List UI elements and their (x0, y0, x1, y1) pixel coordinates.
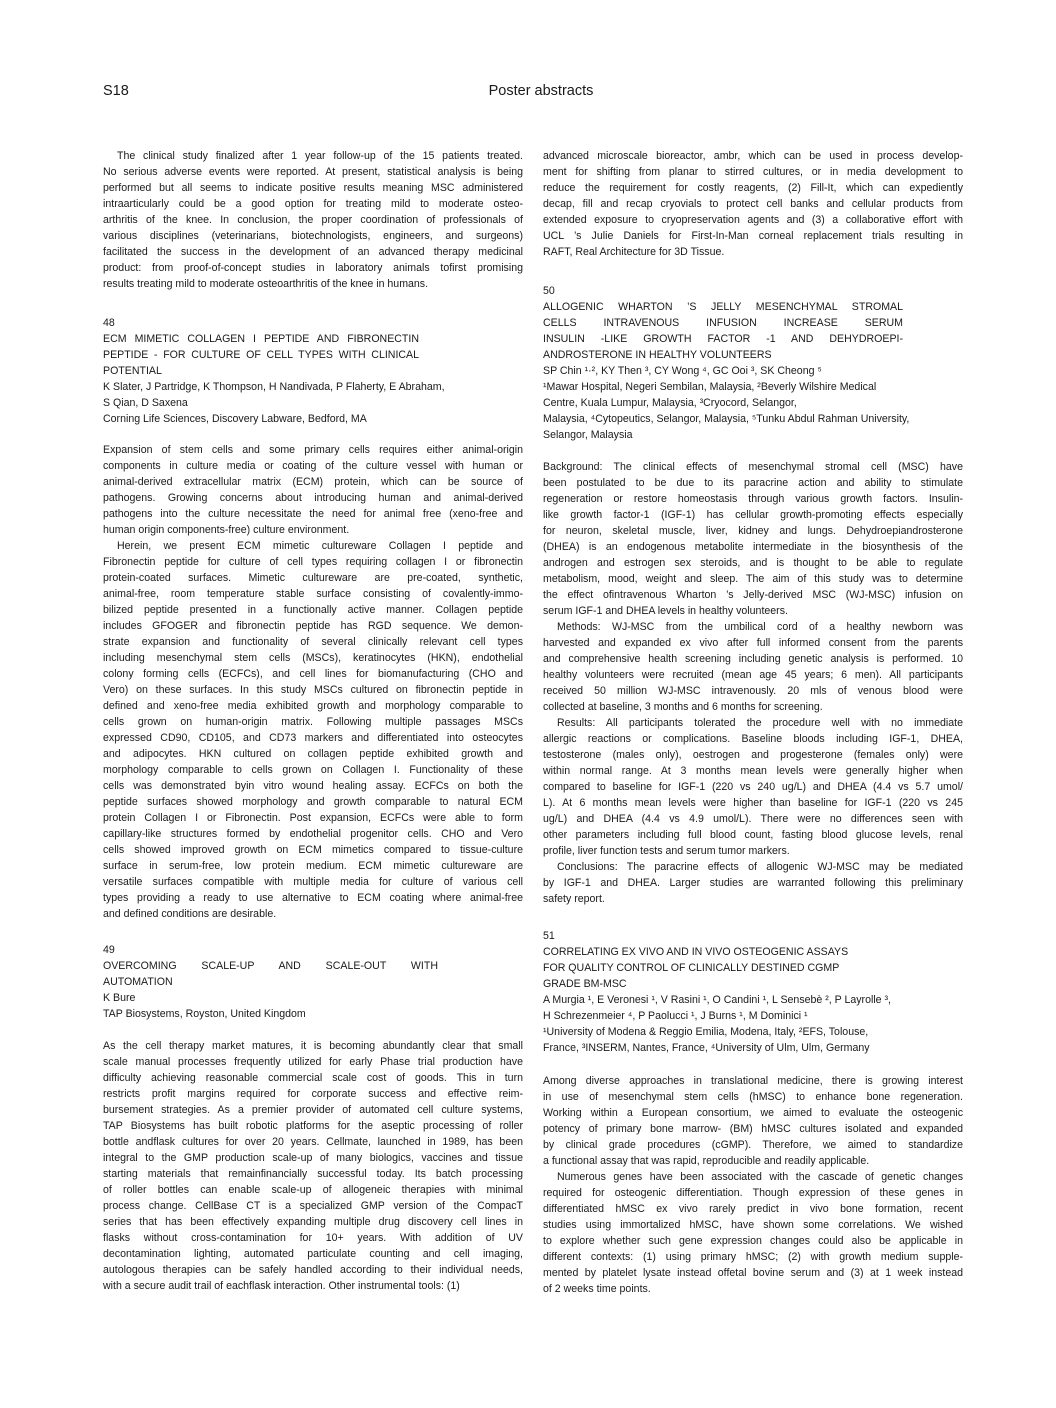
paragraph-line: androgen and estrogen sex steroids, and is thought to be able to regulate (543, 557, 963, 569)
title-line: FOR QUALITY CONTROL OF CLINICALLY DESTINED CGMP (543, 962, 840, 974)
paragraph-line: by IGF-1 and DHEA. Larger studies are warranted following this preliminary (543, 877, 963, 889)
paragraph-line: versatile surfaces compatible with multiple media for culture of various cell (103, 876, 523, 888)
abstract-title (103, 958, 523, 990)
title-line: POTENTIAL (103, 365, 162, 377)
abstract-48-header (103, 315, 523, 427)
title-line: OVERCOMING SCALE-UP AND SCALE-OUT WITH (103, 960, 438, 972)
paragraph-line: harvested and expanded ex vivo after full informed consent from the parents (543, 637, 963, 649)
title-line: ALLOGENIC WHARTON ’S JELLY MESENCHYMAL STROMAL (543, 301, 903, 313)
paragraph-line: animal-free, room temperature stable surface consisting of covalently-immo- (103, 588, 523, 600)
paragraph-line: autologous therapies can be safely handled according to their individual needs, (103, 1264, 523, 1276)
paragraph-line: collected at baseline, 3 months and 6 months for screening. (543, 701, 823, 713)
paragraph-line: Conclusions: The paracrine effects of allogenic WJ-MSC may be mediated (557, 861, 963, 873)
paragraph-line: morphology comparable to cells grown on Collagen I. Functionality of these (103, 764, 523, 776)
title-line: ECM MIMETIC COLLAGEN I PEPTIDE AND FIBRONECTIN (103, 333, 419, 345)
paragraph-line: TAP Biosystems has built robotic platforms for the aseptic processing of roller (103, 1120, 523, 1132)
paragraph-line: scale manual processes frequently utilized for early Phase trial production have (103, 1056, 523, 1068)
affiliation-line: ¹University of Modena & Reggio Emilia, Modena, Italy, ²EFS, Tolouse, (543, 1026, 869, 1038)
paragraph-line: flasks without cross-contamination for 10+ years. With addition of UV (103, 1232, 523, 1244)
paragraph-line: Results: All participants tolerated the procedure well with no immediate (557, 717, 963, 729)
title-line: ANDROSTERONE IN HEALTHY VOLUNTEERS (543, 349, 772, 361)
paragraph-line: bottle andflask cultures for over 20 years. Cellmate, launched in 1989, has been (103, 1136, 523, 1148)
title-line: GRADE BM-MSC (543, 978, 627, 990)
abstract-number: 50 (543, 285, 555, 297)
paragraph-line: to explore whether such gene expression changes could also be applicable in (543, 1235, 963, 1247)
paragraph-line: advanced microscale bioreactor, ambr, which can be used in process develop- (543, 150, 963, 162)
paragraph-line: by clinical grade procedures (cGMP). Therefore, we aimed to standardize (543, 1139, 963, 1151)
paragraph-line: types providing a ready to use alternative to ECM coating where animal-free (103, 892, 523, 904)
page-number: S18 (103, 83, 129, 99)
paragraph-line: ment for shifting from planar to stirred cultures, or in media development to (543, 166, 963, 178)
paragraph-line: testosterone (males only), oestrogen and progesterone (females only) were (543, 749, 963, 761)
paragraph-line: with a secure audit trail of eachflask interaction. Other instrumental tools: (1) (103, 1280, 460, 1292)
abstract-51-header (543, 928, 963, 1056)
abstract-number: 49 (103, 944, 115, 956)
paragraph-line: and comprehensive health screening including genetic analysis is performed. 10 (543, 653, 963, 665)
paragraph-line: of 2 weeks time points. (543, 1283, 651, 1295)
paragraph-line: reduce the requirement for costly reagents, (2) Fill-It, which can expediently (543, 182, 963, 194)
paragraph-line: includes GFOGER and fibronectin peptide has RGD sequence. We demon- (103, 620, 523, 632)
paragraph-line: pathogens. Growing concerns about introducing human and animal-derived (103, 492, 523, 504)
paragraph-line: bursement strategies. As a premier provider of automated cell culture systems, (103, 1104, 523, 1116)
paragraph-line: potency of primary bone marrow- (BM) hMSC cultures isolated and expanded (543, 1123, 963, 1135)
paragraph-line: difficulty achieving reasonable commercial scale cost of goods. This in turn (103, 1072, 523, 1084)
paragraph-line: results treating mild to moderate osteoarthritis of the knee in humans. (103, 278, 429, 290)
affiliation-line: Corning Life Sciences, Discovery Labware, Bedford, MA (103, 413, 367, 425)
abstract-48-body (103, 442, 523, 922)
paragraph-line: restricts profit margins required for corporate success and effective reim- (103, 1088, 523, 1100)
paragraph-line: and adipocytes. HKN cultured on collagen peptide exhibited growth and (103, 748, 523, 760)
affiliation-line: ¹Mawar Hospital, Negeri Sembilan, Malaysia, ²Beverly Wilshire Medical (543, 381, 877, 393)
paragraph-line: human origin components-free) culture environment. (103, 524, 350, 536)
affiliation-line: Malaysia, ⁴Cytopeutics, Selangor, Malaysia, ⁵Tunku Abdul Rahman University, (543, 413, 910, 425)
paragraph-line: Herein, we present ECM mimetic cultureware Collagen I peptide and (117, 540, 523, 552)
paragraph-line: animal-derived extracellular matrix (ECM) protein, which can be source of (103, 476, 523, 488)
paragraph-line: cells showed improved growth on ECM mimetics compared to tissue-culture (103, 844, 523, 856)
paragraph-line: (DHEA) is an endogenous metabolite intermediate in the biosynthesis of the (543, 541, 963, 553)
paragraph-line: performed but all seems to indicate positive results meaning MSC administered (103, 182, 523, 194)
paragraph-line: arthritis of the knee. In conclusion, the proper coordination of professionals of (103, 214, 523, 226)
author-line: K Slater, J Partridge, K Thompson, H Nandivada, P Flaherty, E Abraham, (103, 381, 445, 393)
paragraph-line: The clinical study finalized after 1 year follow-up of the 15 patients treated. (117, 150, 523, 162)
paragraph-line: various disciplines (veterinarians, biotechnologists, engineers, and surgeons) (103, 230, 523, 242)
paragraph-line: been postulated to be due to its paracrine action and ability to stimulate (543, 477, 963, 489)
paragraph-line: the effect ofintravenous Wharton ’s Jelly-derived MSC (WJ-MSC) infusion on (543, 589, 963, 601)
paragraph-line: mented by platelet lysate instead offetal bovine serum and (3) at 1 week instead (543, 1267, 963, 1279)
paragraph-line: received 50 million WJ-MSC intravenously. 20 mls of venous blood were (543, 685, 963, 697)
abstract-50-body (543, 459, 963, 907)
paragraph-line: RAFT, Real Architecture for 3D Tissue. (543, 246, 725, 258)
paragraph-line: No serious adverse events were reported. At present, statistical analysis is being (103, 166, 523, 178)
title-line: PEPTIDE - FOR CULTURE OF CELL TYPES WITH CLINICAL (103, 349, 419, 361)
author-line: H Schrezenmeier ⁴, P Paolucci ¹, J Burns ¹, M Dominici ¹ (543, 1010, 808, 1022)
paragraph-line: ug/L) and DHEA (4.4 vs 4.9 umol/L). There were no differences seen with (543, 813, 963, 825)
affiliation-line: France, ³INSERM, Nantes, France, ⁴University of Ulm, Ulm, Germany (543, 1042, 870, 1054)
paragraph-line: within normal range. At 3 months mean levels were generally higher when (543, 765, 963, 777)
paragraph-line: components in culture media or coating of the culture vessel with human or (103, 460, 523, 472)
paragraph-line: series that has been effectively expanding multiple drug discovery cell lines in (103, 1216, 523, 1228)
paragraph-line: of roller bottles can enable scale-up of allogeneic therapies with minimal (103, 1184, 523, 1196)
continued-abstract-text (103, 148, 523, 292)
paragraph-line: required for osteogenic differentiation. Though expression of these genes in (543, 1187, 963, 1199)
paragraph-line: starting materials that remainfinancially successful today. Its batch processing (103, 1168, 523, 1180)
paragraph-line: surface in serum-free, low protein medium. ECM mimetic cultureware are (103, 860, 523, 872)
abstract-title (543, 944, 963, 992)
paragraph-line: Vero) on these surfaces. In this study MSCs cultured on fibronectin peptide in (103, 684, 523, 696)
paragraph-line: healthy volunteers were recruited (mean age 45 years; 6 men). All participants (543, 669, 963, 681)
paragraph-line: studies using immortalized hMSC, have shown some correlations. We wished (543, 1219, 963, 1231)
paragraph-line: As the cell therapy market matures, it is becoming abundantly clear that small (103, 1040, 523, 1052)
paragraph-line: Fibronectin peptide for culture of cell types requiring collagen I or fibronectin (103, 556, 523, 568)
paragraph-line: and defined conditions are desirable. (103, 908, 277, 920)
paragraph-line: defined and xeno-free media exhibited growth and morphology comparable to (103, 700, 523, 712)
title-line: INSULIN -LIKE GROWTH FACTOR -1 AND DEHYDROEPI- (543, 333, 903, 345)
paragraph-line: decontamination lighting, automated particulate counting and cell imaging, (103, 1248, 523, 1260)
paragraph-line: pathogens into the culture necessitate the need for animal free (xeno-free and (103, 508, 523, 520)
abstract-49-body (103, 1038, 523, 1294)
abstract-51-body (543, 1073, 963, 1297)
title-line: CELLS INTRAVENOUS INFUSION INCREASE SERUM (543, 317, 903, 329)
paragraph-line: UCL ’s Julie Daniels for First-In-Man corneal replacement trials resulting in (543, 230, 963, 242)
paragraph-line: a functional assay that was rapid, reproducible and readily applicable. (543, 1155, 870, 1167)
paragraph-line: Background: The clinical effects of mesenchymal stromal cell (MSC) have (543, 461, 963, 473)
paragraph-line: in use of mesenchymal stem cells (hMSC) to enhance bone regeneration. (543, 1091, 963, 1103)
paragraph-line: protein Collagen I or Fibronectin. Post expansion, ECFCs were able to form (103, 812, 523, 824)
paragraph-line: cells grown on human-origin matrix. Following multiple passages MSCs (103, 716, 523, 728)
paragraph-line: serum IGF-1 and DHEA levels in healthy volunteers. (543, 605, 788, 617)
paragraph-line: L). At 6 months mean levels were higher than baseline for IGF-1 (220 vs 245 (543, 797, 963, 809)
paragraph-line: allergic reactions or complications. Baseline bloods including IGF-1, DHEA, (543, 733, 963, 745)
paragraph-line: intraarticularly could be a good option for treating mild to moderate osteo- (103, 198, 523, 210)
paragraph-line: cells was demonstrated byin vitro wound healing assay. ECFCs on both the (103, 780, 523, 792)
paragraph-line: regeneration or restore homeostasis through various growth factors. Insulin- (543, 493, 963, 505)
paragraph-line: protein-coated surfaces. Mimetic cultureware are pre-coated, synthetic, (103, 572, 523, 584)
abstract-number: 48 (103, 317, 115, 329)
paragraph-line: process change. CellBase CT is a specialized GMP version of the CompacT (103, 1200, 523, 1212)
paragraph-line: bilized peptide presented in a functionally active manner. Collagen peptide (103, 604, 523, 616)
paragraph-line: including mesenchymal stem cells (MSCs), keratinocytes (HKN), endothelial (103, 652, 523, 664)
paragraph-line: Expansion of stem cells and some primary cells requires either animal-origin (103, 444, 523, 456)
paragraph-line: peptide surfaces showed morphology and growth comparable to natural ECM (103, 796, 523, 808)
abstract-49-header (103, 942, 523, 1022)
paragraph-line: facilitated the success in the development of an advanced therapy medicinal (103, 246, 523, 258)
title-line: CORRELATING EX VIVO AND IN VIVO OSTEOGENIC ASSAYS (543, 946, 849, 958)
paragraph-line: extended exposure to cryopreservation agents and (3) a collaborative effort with (543, 214, 963, 226)
continued-abstract-49-text (543, 148, 963, 260)
author-line: S Qian, D Saxena (103, 397, 188, 409)
paragraph-line: Numerous genes have been associated with the cascade of genetic changes (557, 1171, 963, 1183)
paragraph-line: integral to the GMP production scale-up of many biologics, vaccines and tissue (103, 1152, 523, 1164)
title-line: AUTOMATION (103, 976, 173, 988)
paragraph-line: decap, fill and recap cryovials to protect cell banks and cellular products from (543, 198, 963, 210)
abstract-title (543, 299, 963, 363)
abstract-50-header (543, 283, 963, 443)
author-line: A Murgia ¹, E Veronesi ¹, V Rasini ¹, O Candini ¹, L Sensebè ², P Layrolle ³, (543, 994, 891, 1006)
author-line: K Bure (103, 992, 136, 1004)
paragraph-line: for neuron, skeletal muscle, liver, kidney and lungs. Dehydroepiandrosterone (543, 525, 963, 537)
affiliation-line: TAP Biosystems, Royston, United Kingdom (103, 1008, 306, 1020)
paragraph-line: Working within a European consortium, we aimed to evaluate the osteogenic (543, 1107, 963, 1119)
affiliation-line: Selangor, Malaysia (543, 429, 633, 441)
affiliation-line: Centre, Kuala Lumpur, Malaysia, ³Cryocord, Selangor, (543, 397, 797, 409)
paragraph-line: different contexts: (1) using primary hMSC; (2) with growth medium supple- (543, 1251, 963, 1263)
paragraph-line: safety report. (543, 893, 605, 905)
paragraph-line: colony forming cells (ECFCs), and cell lines for biomanufacturing (CHO and (103, 668, 523, 680)
paragraph-line: product: from proof-of-concept studies in laboratory animals tofirst promising (103, 262, 523, 274)
abstract-title (103, 331, 523, 379)
paragraph-line: Among diverse approaches in translational medicine, there is growing interest (543, 1075, 963, 1087)
paragraph-line: metabolism, mood, weight and sleep. The aim of this study was to determine (543, 573, 963, 585)
paragraph-line: compared to baseline for IGF-1 (220 vs 240 ug/L) and DHEA (4.4 vs 5.7 umol/ (543, 781, 963, 793)
running-title: Poster abstracts (488, 83, 594, 99)
paragraph-line: other parameters including full blood count, fasting blood glucose levels, renal (543, 829, 963, 841)
paragraph-line: Methods: WJ-MSC from the umbilical cord of a healthy newborn was (557, 621, 963, 633)
paragraph-line: profile, liver function tests and serum tumor markers. (543, 845, 790, 857)
abstract-number: 51 (543, 930, 555, 942)
paragraph-line: expressed CD90, CD105, and CD73 markers and differentiated into osteocytes (103, 732, 523, 744)
author-line: SP Chin ¹·², KY Then ³, CY Wong ⁴, GC Ooi ³, SK Cheong ⁵ (543, 365, 822, 377)
paragraph-line: strate expansion and functionality of several clinically relevant cell types (103, 636, 523, 648)
paragraph-line: like growth factor-1 (IGF-1) has cellular growth-promoting effects especially (543, 509, 963, 521)
paragraph-line: capillary-like structures formed by endothelial progenitor cells. CHO and Vero (103, 828, 523, 840)
paragraph-line: differentiated hMSC ex vivo rarely predict in vivo bone formation, recent (543, 1203, 963, 1215)
